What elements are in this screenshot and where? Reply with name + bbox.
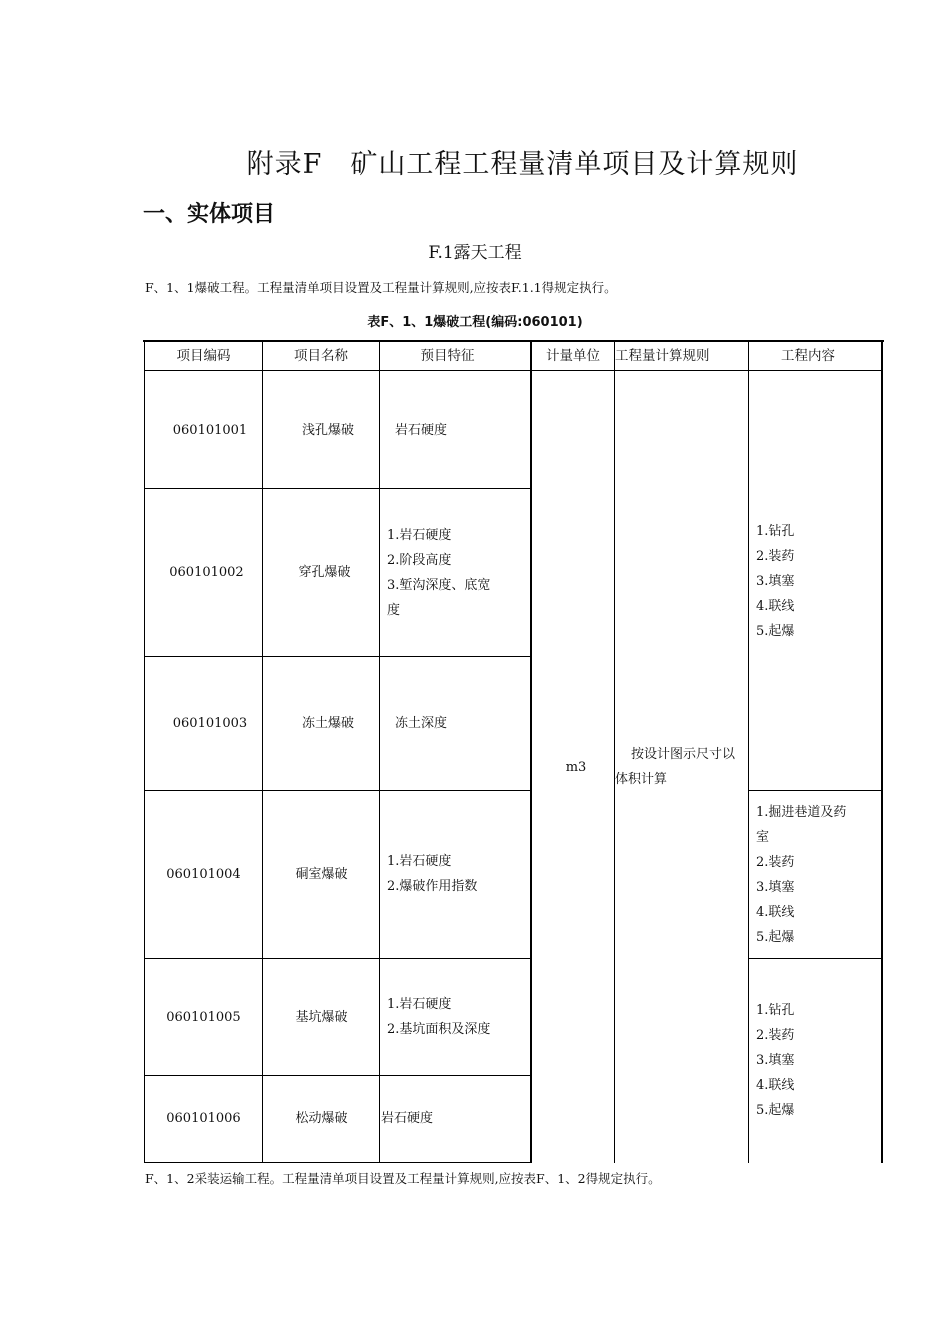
row1-name: 浅孔爆破 xyxy=(301,423,354,438)
subsection-heading: F.1露天工程 xyxy=(428,243,522,263)
table-header-divider xyxy=(144,370,883,371)
row3-code: 060101003 xyxy=(172,716,248,731)
content-item: 4.联线 xyxy=(756,599,795,614)
content-item: 2.装药 xyxy=(756,549,795,564)
content-item: 5.起爆 xyxy=(756,624,795,639)
row5-name: 基坑爆破 xyxy=(295,1010,348,1025)
table-border-right xyxy=(881,340,883,1163)
row-divider-5 xyxy=(144,1075,531,1076)
content-item: 1.掘进巷道及药 xyxy=(756,805,847,820)
row-divider-2 xyxy=(144,656,531,657)
row4-features xyxy=(387,849,477,899)
table-border-left xyxy=(144,340,145,1163)
header-name: 项目名称 xyxy=(294,348,348,364)
feature-item: 1.岩石硬度 xyxy=(387,997,452,1012)
row-divider-1 xyxy=(144,488,531,489)
content-divider-2 xyxy=(748,958,882,959)
row4-code: 060101004 xyxy=(166,867,241,882)
col-divider-5 xyxy=(748,340,749,1163)
rule-line: 体积计算 xyxy=(615,772,668,787)
table-border-bottom xyxy=(144,1162,532,1163)
row6-code: 060101006 xyxy=(166,1111,241,1126)
row2-code: 060101002 xyxy=(169,565,244,580)
content-item: 5.起爆 xyxy=(756,1103,795,1118)
content-item: 室 xyxy=(756,830,770,845)
content-group-1 xyxy=(756,519,794,644)
header-unit: 计量单位 xyxy=(546,348,600,364)
row6-features: 岩石硬度 xyxy=(381,1111,434,1126)
header-rule: 工程量计算规则 xyxy=(615,348,710,364)
feature-item: 2.阶段高度 xyxy=(387,553,452,568)
row1-features: 岩石硬度 xyxy=(395,423,448,438)
col-divider-3 xyxy=(530,340,532,1163)
feature-item: 2.基坑面积及深度 xyxy=(387,1022,491,1037)
table-caption: 表F、1、1爆破工程(编码:060101) xyxy=(367,315,583,330)
content-item: 2.装药 xyxy=(756,1028,795,1043)
rule-cell xyxy=(615,742,735,792)
feature-item: 3.堑沟深度、底宽 xyxy=(387,578,491,593)
content-item: 5.起爆 xyxy=(756,930,795,945)
header-code: 项目编码 xyxy=(176,348,231,364)
content-item: 3.填塞 xyxy=(756,574,795,589)
content-divider-1 xyxy=(748,790,882,791)
content-item: 4.联线 xyxy=(756,905,795,920)
row-divider-4 xyxy=(144,958,531,959)
row5-features xyxy=(387,992,490,1042)
row6-name: 松动爆破 xyxy=(295,1111,348,1126)
row-divider-3 xyxy=(144,790,531,791)
rule-line: 按设计图示尺寸以 xyxy=(631,747,736,762)
unit-cell: m3 xyxy=(565,760,587,775)
content-group-2 xyxy=(756,800,846,950)
feature-item: 1.岩石硬度 xyxy=(387,528,452,543)
col-divider-1 xyxy=(262,340,263,1163)
row2-name: 穿孔爆破 xyxy=(298,565,351,580)
row3-features: 冻土深度 xyxy=(395,716,448,731)
outro-paragraph: F、1、2采装运输工程。工程量清单项目设置及工程量计算规则,应按表F、1、2得规定执行。 xyxy=(145,1171,661,1186)
feature-item: 度 xyxy=(387,603,401,618)
row2-features xyxy=(387,523,490,623)
row4-name: 硐室爆破 xyxy=(295,867,348,882)
intro-paragraph: F、1、1爆破工程。工程量清单项目设置及工程量计算规则,应按表F.1.1得规定执行。 xyxy=(145,280,617,295)
row3-name: 冻土爆破 xyxy=(301,716,354,731)
content-item: 2.装药 xyxy=(756,855,795,870)
row5-code: 060101005 xyxy=(166,1010,241,1025)
header-content: 工程内容 xyxy=(781,348,835,364)
row1-code: 060101001 xyxy=(172,423,248,438)
feature-item: 2.爆破作用指数 xyxy=(387,879,478,894)
content-item: 1.钻孔 xyxy=(756,524,795,539)
header-features: 预目特征 xyxy=(420,348,475,364)
content-group-3 xyxy=(756,998,794,1123)
section-heading: 一、实体项目 xyxy=(143,202,276,227)
content-item: 4.联线 xyxy=(756,1078,795,1093)
content-item: 3.填塞 xyxy=(756,880,795,895)
feature-item: 1.岩石硬度 xyxy=(387,854,452,869)
col-divider-2 xyxy=(379,340,380,1163)
content-item: 3.填塞 xyxy=(756,1053,795,1068)
page-title: 附录F 矿山工程工程量清单项目及计算规则 xyxy=(246,149,799,180)
content-item: 1.钻孔 xyxy=(756,1003,795,1018)
